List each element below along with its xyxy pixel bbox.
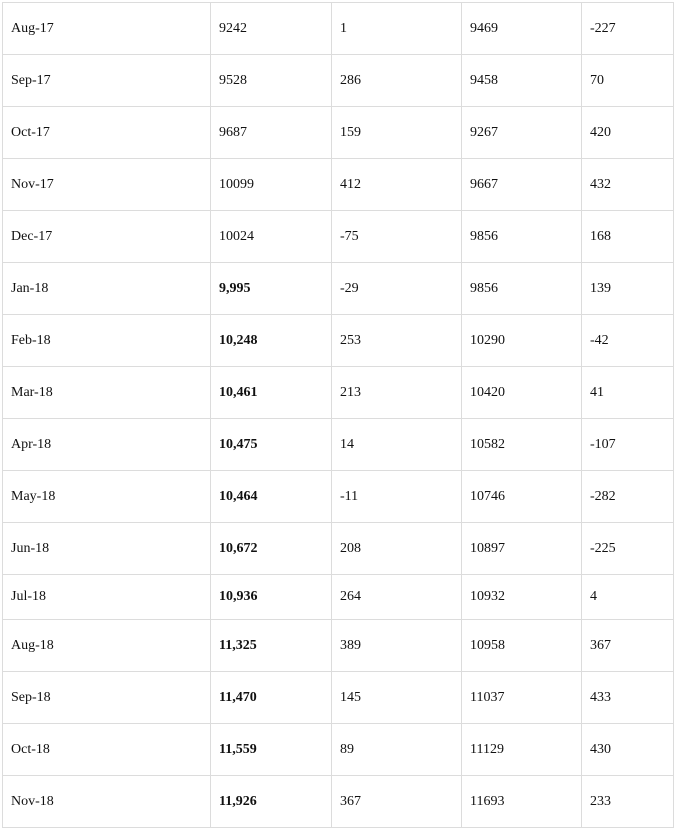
compare-cell: 10420 [462, 367, 582, 419]
value-cell: 11,325 [211, 620, 332, 672]
compare-cell: 9458 [462, 55, 582, 107]
table-row [3, 672, 674, 724]
table-row [3, 776, 674, 828]
value-cell: 10,461 [211, 367, 332, 419]
difference-cell: -282 [582, 471, 674, 523]
compare-cell: 10582 [462, 419, 582, 471]
table-row [3, 523, 674, 575]
difference-cell: 433 [582, 672, 674, 724]
change-cell: 145 [332, 672, 462, 724]
compare-cell: 10290 [462, 315, 582, 367]
value-cell: 9528 [211, 55, 332, 107]
change-cell: -29 [332, 263, 462, 315]
month-cell: Jan-18 [3, 263, 211, 315]
difference-cell: 4 [582, 575, 674, 620]
table-row [3, 159, 674, 211]
month-cell: Nov-17 [3, 159, 211, 211]
month-cell: Apr-18 [3, 419, 211, 471]
value-cell: 10,248 [211, 315, 332, 367]
difference-cell: -227 [582, 3, 674, 55]
month-cell: Aug-18 [3, 620, 211, 672]
compare-cell: 11129 [462, 724, 582, 776]
table-row [3, 575, 674, 620]
month-cell: Jul-18 [3, 575, 211, 620]
month-cell: Nov-18 [3, 776, 211, 828]
value-cell: 10,672 [211, 523, 332, 575]
difference-cell: -42 [582, 315, 674, 367]
difference-cell: 367 [582, 620, 674, 672]
table-row [3, 367, 674, 419]
table-row [3, 3, 674, 55]
change-cell: 367 [332, 776, 462, 828]
change-cell: 208 [332, 523, 462, 575]
monthly-data-table [2, 2, 674, 828]
value-cell: 10099 [211, 159, 332, 211]
compare-cell: 10746 [462, 471, 582, 523]
difference-cell: 41 [582, 367, 674, 419]
difference-cell: 139 [582, 263, 674, 315]
table-row [3, 55, 674, 107]
compare-cell: 9469 [462, 3, 582, 55]
value-cell: 9687 [211, 107, 332, 159]
change-cell: 159 [332, 107, 462, 159]
change-cell: 253 [332, 315, 462, 367]
difference-cell: 430 [582, 724, 674, 776]
value-cell: 10,936 [211, 575, 332, 620]
compare-cell: 9856 [462, 263, 582, 315]
month-cell: Jun-18 [3, 523, 211, 575]
change-cell: 14 [332, 419, 462, 471]
table-body [3, 3, 674, 828]
change-cell: 389 [332, 620, 462, 672]
difference-cell: 233 [582, 776, 674, 828]
change-cell: 213 [332, 367, 462, 419]
difference-cell: 168 [582, 211, 674, 263]
table-row [3, 471, 674, 523]
compare-cell: 10932 [462, 575, 582, 620]
difference-cell: 420 [582, 107, 674, 159]
change-cell: -11 [332, 471, 462, 523]
value-cell: 10,475 [211, 419, 332, 471]
change-cell: 286 [332, 55, 462, 107]
value-cell: 9242 [211, 3, 332, 55]
month-cell: Oct-18 [3, 724, 211, 776]
value-cell: 10,464 [211, 471, 332, 523]
compare-cell: 11037 [462, 672, 582, 724]
change-cell: 1 [332, 3, 462, 55]
month-cell: Aug-17 [3, 3, 211, 55]
month-cell: Oct-17 [3, 107, 211, 159]
change-cell: 89 [332, 724, 462, 776]
month-cell: Sep-18 [3, 672, 211, 724]
change-cell: 264 [332, 575, 462, 620]
compare-cell: 9856 [462, 211, 582, 263]
compare-cell: 9667 [462, 159, 582, 211]
table-row [3, 107, 674, 159]
change-cell: -75 [332, 211, 462, 263]
compare-cell: 11693 [462, 776, 582, 828]
difference-cell: -107 [582, 419, 674, 471]
change-cell: 412 [332, 159, 462, 211]
table-row [3, 620, 674, 672]
value-cell: 9,995 [211, 263, 332, 315]
value-cell: 11,926 [211, 776, 332, 828]
table-row [3, 263, 674, 315]
month-cell: Sep-17 [3, 55, 211, 107]
compare-cell: 9267 [462, 107, 582, 159]
month-cell: Dec-17 [3, 211, 211, 263]
table-row [3, 419, 674, 471]
data-table-container [2, 2, 674, 828]
month-cell: Mar-18 [3, 367, 211, 419]
month-cell: Feb-18 [3, 315, 211, 367]
value-cell: 11,559 [211, 724, 332, 776]
difference-cell: -225 [582, 523, 674, 575]
compare-cell: 10897 [462, 523, 582, 575]
compare-cell: 10958 [462, 620, 582, 672]
table-row [3, 724, 674, 776]
table-row [3, 211, 674, 263]
month-cell: May-18 [3, 471, 211, 523]
value-cell: 11,470 [211, 672, 332, 724]
difference-cell: 432 [582, 159, 674, 211]
table-row [3, 315, 674, 367]
value-cell: 10024 [211, 211, 332, 263]
difference-cell: 70 [582, 55, 674, 107]
